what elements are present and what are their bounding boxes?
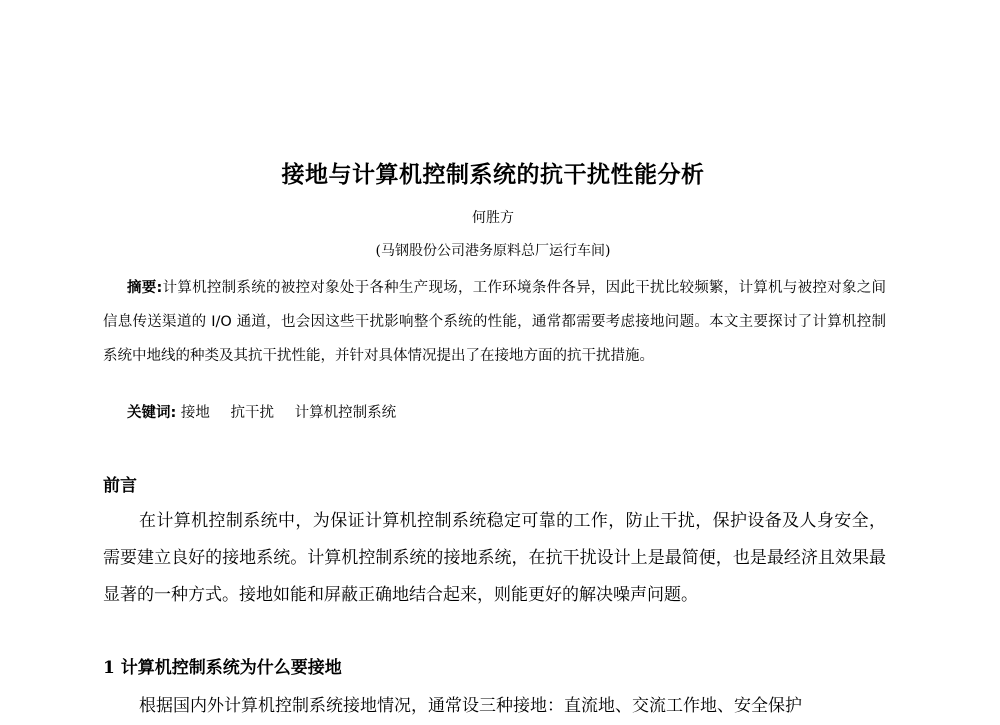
section-1-text: 根据国内外计算机控制系统接地情况，通常设三种接地：直流地、交流工作地、安全保护: [139, 696, 802, 716]
section-heading-preface: 前言: [103, 476, 137, 496]
keywords: [127, 401, 412, 422]
paper-title: 接地与计算机控制系统的抗干扰性能分析: [281, 162, 705, 188]
section-1-paragraph-partial: [103, 688, 886, 716]
preface-paragraph: 在计算机控制系统中，为保证计算机控制系统稳定可靠的工作，防止干扰，保护设备及人身安全，需要建立良好的接地系统。计算机控制系统的接地系统，在抗干扰设计上是最简便，也是最经济且效果最显著的一种方式。接地如能和屏蔽正确地结合起来，则能更好的解决噪声问题。: [103, 511, 886, 605]
keyword: 计算机控制系统: [294, 405, 397, 421]
keywords-label: 关键词:: [127, 405, 177, 421]
abstract-label: 摘要:: [127, 280, 163, 296]
abstract-text: 计算机控制系统的被控对象处于各种生产现场，工作环境条件各异，因此干扰比较频繁，计算机与被控对象之间信息传送渠道的 I/O 通道，也会因这些干扰影响整个系统的性能，通常都需要考虑接地问题。本文主要探讨了计算机控制系统中地线的种类及其抗干扰性能，并针对具体情况提出了在接地方面的抗干扰措施。: [103, 280, 886, 364]
author-affiliation: (马钢股份公司港务原料总厂运行车间): [375, 243, 611, 259]
keyword: 抗干扰: [230, 405, 275, 421]
section-heading-1: 1 计算机控制系统为什么要接地: [103, 658, 342, 678]
abstract: [103, 271, 886, 373]
keyword: 接地: [180, 405, 210, 421]
author-name: 何胜方: [472, 210, 514, 226]
